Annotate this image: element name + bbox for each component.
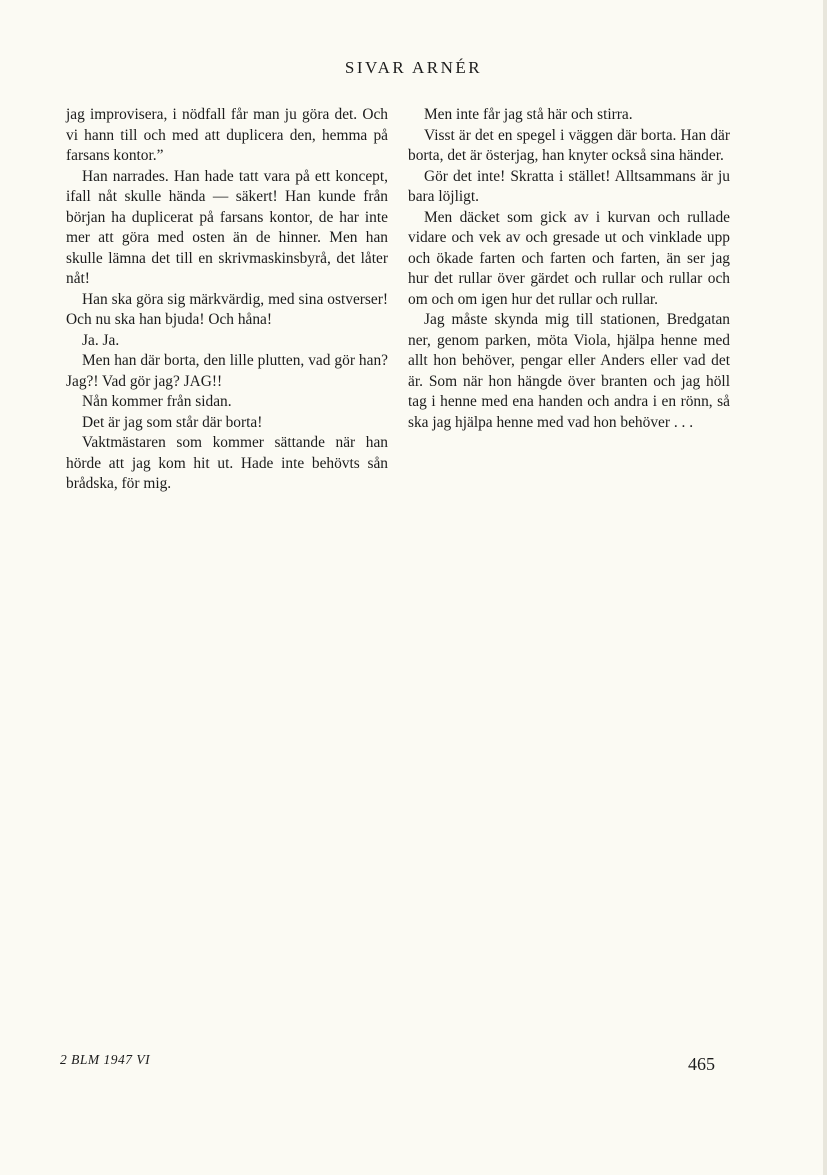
paragraph: Ja. Ja. — [82, 331, 120, 349]
paragraph: Han narrades. Han hade tatt vara på ett koncept, ifall nåt skulle hända — säkert! Han kunde från början ha duplicerat på farsans kontor, de har inte mer att göra med osten än de hinner. Men han skulle lämna det till en skrivmaskinsbyrå, det låter nåt! — [66, 167, 388, 287]
paragraph: Vaktmästaren som kommer sättande när han hörde att jag kom hit ut. Hade inte behövts sån brådska, för mig. — [66, 434, 388, 492]
paragraph: Men inte får jag stå här och stirra. — [424, 106, 633, 123]
paragraph: Gör det inte! Skratta i stället! Alltsammans är ju bara löjligt. — [408, 167, 730, 205]
page-edge — [823, 0, 827, 1175]
paragraph: Han ska göra sig märkvärdig, med sina ostverser! Och nu ska han bjuda! Och håna! — [66, 290, 388, 328]
paragraph: Det är jag som står där borta! — [82, 413, 263, 431]
paragraph: Men han där borta, den lille plutten, vad gör han? Jag?! Vad gör jag? JAG!! — [66, 352, 388, 390]
paragraph: Nån kommer från sidan. — [82, 393, 232, 410]
paragraph: Jag måste skynda mig till stationen, Bredgatan ner, genom parken, möta Viola, hjälpa henne med allt hon behöver, pengar eller Anders eller vad det är. Som när hon hängde över branten och jag höll tag i henne med ena handen och andra i en rönn, så ska jag hjälpa henne med vad hon behöver . . . — [408, 311, 730, 431]
signature-mark: 2 BLM 1947 VI — [60, 1052, 151, 1067]
page-number: 465 — [688, 1054, 715, 1074]
paragraph: jag improvisera, i nödfall får man ju göra det. Och vi hann till och med att duplicera den, hemma på farsans kontor.” — [66, 106, 388, 164]
paragraph: Men däcket som gick av i kurvan och rullade vidare och vek av och gresade ut och vinklade upp och ökade farten och farten och farten, än ser jag hur det rullar över gärdet och rullar och rullar och om och om igen hur det rullar och rullar. — [408, 208, 730, 308]
left-column — [66, 105, 388, 495]
paragraph: Visst är det en spegel i väggen där borta. Han där borta, det är österjag, han knyter också sina händer. — [408, 126, 730, 164]
right-column — [408, 105, 730, 433]
running-head: SIVAR ARNÉR — [344, 58, 483, 77]
